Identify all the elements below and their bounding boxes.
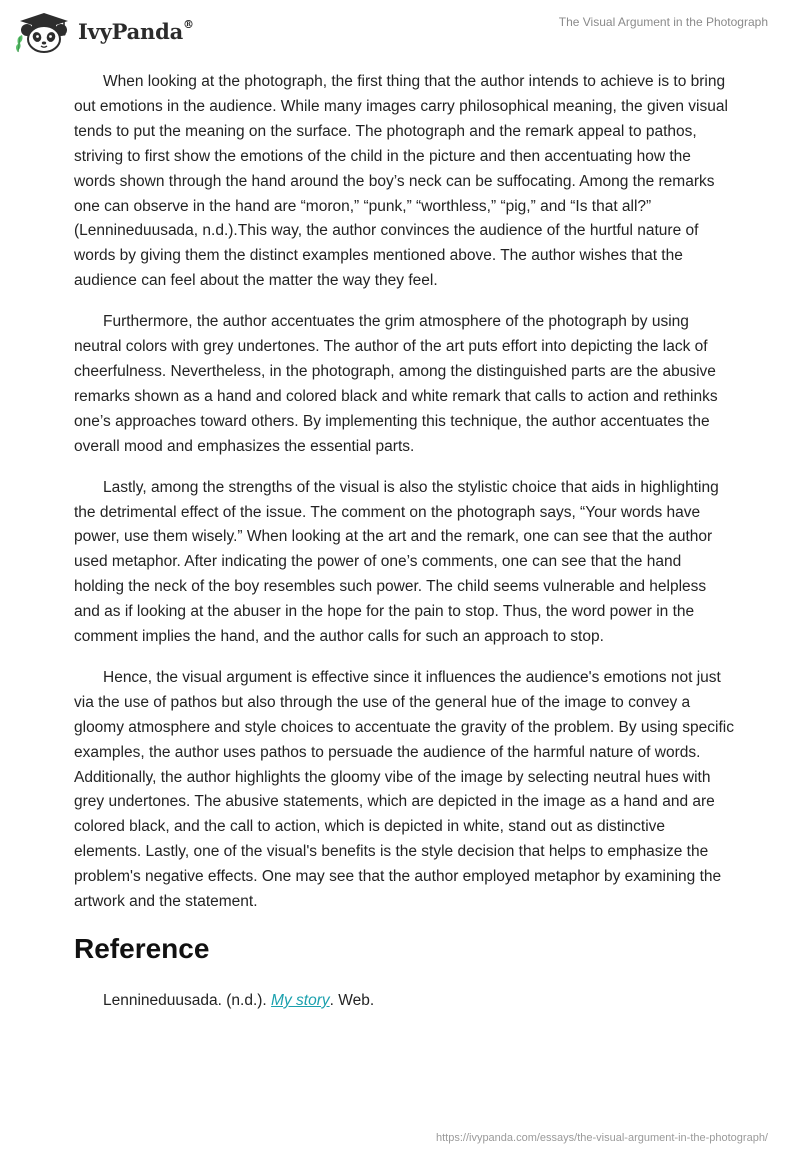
reference-entry <box>103 989 734 1013</box>
paragraph: Lastly, among the strengths of the visual is also the stylistic choice that aids in highlighting the detrimental effect of the issue. The comment on the photograph says, “Your words have power, use them wisely.” When looking at the art and the remark, one can see that the author used metaphor. After indicating the power of one’s comments, one can see that the hand holding the neck of the boy resembles such power. The child seems vulnerable and helpless and as if looking at the abuser in the hope for the pain to stop. Thus, the word power in the comment implies the hand, and the author calls for such an approach to stop. <box>74 478 719 646</box>
footer-url[interactable]: https://ivypanda.com/essays/the-visual-argument-in-the-photograph/ <box>435 1132 768 1144</box>
document-title: The Visual Argument in the Photograph <box>558 15 768 29</box>
reference-author: Lennineduusada. (n.d.). <box>103 992 272 1009</box>
page-header <box>0 0 800 60</box>
paragraph: Furthermore, the author accentuates the grim atmosphere of the photograph by using neutral colors with grey undertones. The author of the art puts effort into depicting the lack of cheerfulness. Nevertheless, in the photograph, among the distinguished parts are the abusive remarks shown as a hand and colored black and white remark that calls to action and rethinks one’s approaches toward others. By implementing this technique, the author accentuates the overall mood and emphasizes the essential parts. <box>74 313 718 455</box>
panda-graduate-icon <box>14 11 72 53</box>
brand-name: IvyPanda® <box>78 17 194 44</box>
reference-heading: Reference <box>74 933 210 964</box>
paragraph: Hence, the visual argument is effective since it influences the audience's emotions not just via the use of pathos but also through the use of the general hue of the image to convey a gloomy atmosphere and style choices to accentuate the gravity of the problem. By using specific examples, the author uses pathos to persuade the audience of the harmful nature of words. Additionally, the author highlights the gloomy vibe of the image by selecting neutral hues with grey undertones. The abusive statements, which are depicted in the image as a hand and are colored black, and the call to action, which is depicted in white, stand out as distinctive elements. Lastly, one of the visual's benefits is the style decision that helps to emphasize the problem's negative effects. One may see that the author employed metaphor by examining the artwork and the statement. <box>74 668 734 911</box>
essay-body <box>74 70 734 1013</box>
paragraph: When looking at the photograph, the first thing that the author intends to achieve is to bring out emotions in the audience. While many images carry philosophical meaning, the given visual tends to put the meaning on the surface. The photograph and the remark appeal to pathos, striving to first show the emotions of the child in the picture and then accentuating how the words shown through the hand around the boy’s neck can be suffocating. Among the remarks one can observe in the hand are “moron,” “punk,” “worthless,” “pig,” and “Is that all?” (Lennineduusada, n.d.).This way, the author convinces the audience of the hurtful nature of words by giving them the distinct examples mentioned above. The author wishes that the audience can feel about the matter the way they feel. <box>74 73 728 290</box>
reference-link[interactable]: My story <box>271 992 330 1009</box>
brand-logo[interactable] <box>14 8 194 56</box>
reference-suffix: . Web. <box>329 992 375 1009</box>
